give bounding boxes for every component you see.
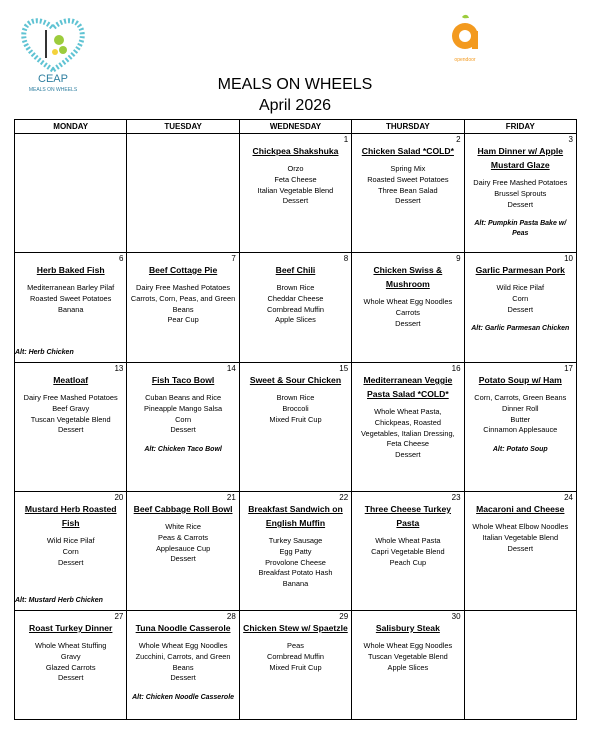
opendoor-text: opendoor (454, 57, 476, 63)
side-item: Wild Rice Pilaf (46, 536, 95, 545)
day-number: 9 (456, 254, 461, 263)
side-items (468, 393, 573, 436)
side-items (243, 283, 348, 326)
side-item: Peas (287, 641, 304, 650)
side-item: Carrots (395, 307, 420, 317)
entree-title: Herb Baked Fish (36, 265, 105, 275)
weekday-header: THURSDAY (352, 120, 464, 134)
week-row (15, 363, 577, 492)
side-item: Dessert (507, 304, 534, 314)
day-cell (239, 492, 351, 611)
side-items (130, 393, 235, 436)
day-number: 2 (456, 135, 461, 144)
alternate-meal: Alt: Chicken Taco Bowl (144, 446, 222, 454)
entree-title: Garlic Parmesan Pork (475, 265, 565, 275)
entree-title: Mustard Herb Roasted Fish (24, 504, 117, 528)
side-items (130, 283, 235, 326)
side-item: Tuscan Vegetable Blend (367, 651, 448, 661)
entree-title: Beef Chili (275, 265, 316, 275)
day-number: 8 (343, 254, 349, 263)
day-number: 28 (226, 612, 236, 621)
day-number: 27 (114, 612, 124, 621)
side-item: Cornbread Muffin (266, 651, 324, 661)
side-item: Cheddar Cheese (267, 293, 324, 303)
entree-title: Mediterranean Veggie Pasta Salad *COLD* (363, 375, 453, 399)
side-item: Dessert (170, 425, 196, 435)
day-menu (240, 363, 351, 425)
day-menu (465, 253, 576, 334)
day-menu (465, 611, 576, 621)
side-items (18, 393, 123, 436)
weekday-header: WEDNESDAY (239, 120, 351, 134)
side-item: Apple Slices (387, 662, 429, 672)
day-cell (239, 253, 351, 363)
side-items (18, 536, 123, 568)
side-item: Dessert (507, 543, 534, 553)
side-item: Dairy Free Mashed Potatoes (23, 393, 118, 402)
side-item: Brown Rice (276, 283, 315, 292)
day-menu (465, 492, 576, 554)
side-items (18, 283, 123, 315)
side-item: Capri Vegetable Blend (371, 546, 445, 556)
day-cell (15, 253, 127, 363)
alternate-meal: Alt: Mustard Herb Chicken (15, 597, 103, 604)
side-item: Feta Cheese (274, 174, 317, 184)
alternate-meal: Alt: Garlic Parmesan Chicken (471, 325, 570, 333)
side-items (130, 641, 235, 684)
day-menu (465, 134, 576, 239)
logo-text: CEAP (38, 73, 68, 85)
day-number: 10 (564, 254, 573, 263)
orange-door-icon (452, 15, 478, 49)
entree-title: Chickpea Shakshuka (252, 146, 339, 156)
day-number: 15 (339, 364, 349, 373)
day-number: 29 (339, 612, 349, 621)
side-item: Beef Gravy (52, 403, 90, 413)
side-item: Egg Patty (279, 546, 312, 556)
day-number: 6 (118, 254, 124, 263)
side-item: Dinner Roll (502, 403, 539, 413)
side-item: Whole Wheat Pasta, Chickpeas, Roasted Vegetables, Italian Dressing, Feta Cheese (361, 407, 455, 449)
entree-title: Ham Dinner w/ Apple Mustard Glaze (477, 146, 564, 170)
day-menu (240, 134, 351, 207)
entree-title: Meatloaf (53, 375, 89, 385)
day-menu (352, 253, 463, 329)
day-menu (15, 611, 126, 684)
side-items (243, 536, 348, 590)
day-cell (352, 134, 464, 253)
entree-title: Breakfast Sandwich on English Muffin (248, 504, 343, 528)
side-item: Dessert (395, 196, 421, 206)
page-subtitle: April 2026 (258, 97, 332, 114)
side-item: Provolone Cheese (265, 557, 326, 567)
day-cell (15, 611, 127, 720)
side-item: Gravy (60, 651, 81, 661)
entree-title: Roast Turkey Dinner (28, 623, 113, 633)
side-item: Whole Wheat Egg Noodles (138, 641, 228, 650)
day-number: 17 (564, 364, 573, 373)
side-item: Turkey Sausage (268, 536, 323, 545)
side-item: Corn (512, 293, 529, 303)
side-item: Butter (510, 414, 531, 424)
day-menu (127, 492, 238, 565)
side-item: Roasted Sweet Potatoes (30, 293, 112, 303)
weekday-header-row (15, 120, 577, 134)
entree-title: Beef Cabbage Roll Bowl (133, 504, 233, 514)
side-item: Italian Vegetable Blend (257, 185, 334, 195)
side-item: Brussel Sprouts (494, 188, 547, 198)
day-number: 21 (226, 493, 236, 502)
entree-title: Sweet & Sour Chicken (249, 375, 342, 385)
side-item: Pear Cup (167, 315, 199, 325)
day-cell (15, 363, 127, 492)
day-menu (240, 253, 351, 326)
alternate-meal: Alt: Pumpkin Pasta Bake w/ Peas (474, 220, 567, 238)
side-item: White Rice (165, 522, 201, 531)
entree-title: Tuna Noodle Casserole (135, 623, 231, 633)
menu-calendar (14, 119, 577, 720)
alternate-meal: Alt: Potato Soup (492, 446, 548, 454)
side-item: Dairy Free Mashed Potatoes (136, 283, 231, 292)
day-number: 22 (339, 493, 349, 502)
day-cell (127, 611, 239, 720)
alternate-meal: Alt: Herb Chicken (15, 349, 74, 356)
day-menu (240, 611, 351, 673)
side-item: Banana (57, 304, 84, 314)
side-items (355, 641, 460, 673)
week-row (15, 611, 577, 720)
day-menu (127, 363, 238, 455)
day-number: 30 (451, 612, 461, 621)
day-number: 14 (226, 364, 236, 373)
side-item: Peach Cup (389, 557, 427, 567)
day-cell (15, 134, 127, 253)
logo-caption: MEALS ON WHEELS (28, 87, 78, 93)
side-items (468, 178, 573, 210)
entree-title: Chicken Stew w/ Spaetzle (243, 623, 348, 633)
day-cell (352, 363, 464, 492)
day-number: 24 (564, 493, 573, 502)
day-number: 20 (114, 493, 124, 502)
side-items (243, 393, 348, 425)
side-item: Wild Rice Pilaf (496, 283, 545, 292)
day-cell (127, 492, 239, 611)
side-item: Applesauce Cup (155, 543, 211, 553)
week-row (15, 492, 577, 611)
side-item: Dessert (57, 425, 84, 435)
side-item: Breakfast Potato Hash (258, 568, 333, 578)
side-item: Dessert (170, 554, 196, 564)
day-cell (239, 134, 351, 253)
side-item: Dessert (507, 199, 534, 209)
side-items (130, 522, 235, 565)
side-item: Whole Wheat Elbow Noodles (472, 522, 569, 531)
day-number: 16 (451, 364, 461, 373)
day-cell (464, 134, 576, 253)
day-menu (352, 363, 463, 461)
weekday-header: TUESDAY (127, 120, 239, 134)
side-items (355, 164, 460, 207)
side-item: Mixed Fruit Cup (269, 414, 322, 424)
day-number: 23 (451, 493, 461, 502)
side-item: Orzo (287, 164, 304, 173)
side-item: Apple Slices (275, 315, 316, 325)
day-menu (15, 134, 126, 144)
week-row (15, 253, 577, 363)
side-item: Corn, Carrots, Green Beans (474, 393, 567, 402)
entree-title: Potato Soup w/ Ham (478, 375, 562, 385)
side-item: Whole Wheat Egg Noodles (363, 641, 453, 650)
side-item: Peas & Carrots (158, 532, 209, 542)
day-menu (240, 492, 351, 590)
day-menu (127, 134, 238, 144)
side-item: Carrots, Corn, Peas, and Green Beans (130, 293, 236, 314)
day-cell (127, 253, 239, 363)
side-item: Tuscan Vegetable Blend (30, 414, 111, 424)
day-cell (352, 492, 464, 611)
page-title: MEALS ON WHEELS (217, 76, 373, 93)
weekday-header: MONDAY (15, 120, 127, 134)
day-cell (239, 611, 351, 720)
side-item: Dessert (395, 450, 421, 460)
day-menu (352, 611, 463, 673)
side-item: Corn (62, 546, 79, 556)
side-item: Italian Vegetable Blend (482, 532, 559, 542)
day-number: 7 (231, 254, 236, 263)
heart-wreath-icon (24, 21, 83, 70)
side-items (355, 297, 460, 329)
day-cell (352, 611, 464, 720)
day-cell (464, 363, 576, 492)
side-item: Mixed Fruit Cup (269, 662, 322, 672)
side-item: Whole Wheat Stuffing (35, 641, 107, 650)
day-cell (15, 492, 127, 611)
side-item: Dessert (57, 557, 84, 567)
day-cell (127, 363, 239, 492)
side-items (468, 522, 573, 554)
day-menu (15, 363, 126, 436)
side-item: Glazed Carrots (45, 662, 96, 672)
day-cell (239, 363, 351, 492)
side-items (355, 536, 460, 568)
side-item: Cuban Beans and Rice (145, 393, 222, 402)
day-menu (465, 363, 576, 455)
opendoor-logo (446, 14, 484, 64)
side-item: Dairy Free Mashed Potatoes (473, 178, 568, 187)
side-item: Cinnamon Applesauce (483, 425, 558, 435)
day-number: 3 (568, 135, 573, 144)
week-row (15, 134, 577, 253)
entree-title: Macaroni and Cheese (476, 504, 565, 514)
entree-title: Chicken Salad *COLD* (361, 146, 454, 156)
side-item: Brown Rice (276, 393, 315, 402)
side-item: Whole Wheat Pasta (375, 536, 441, 545)
side-items (243, 641, 348, 673)
side-item: Pineapple Mango Salsa (144, 403, 223, 413)
day-menu (15, 492, 126, 568)
day-cell (127, 134, 239, 253)
side-item: Banana (282, 579, 309, 589)
alternate-meal: Alt: Chicken Noodle Casserole (132, 694, 235, 702)
side-item: Broccoli (282, 403, 309, 413)
side-items (355, 407, 460, 461)
side-item: Dessert (57, 673, 84, 683)
entree-title: Three Cheese Turkey Pasta (364, 504, 452, 528)
day-menu (127, 253, 238, 326)
side-item: Roasted Sweet Potatoes (367, 174, 449, 184)
side-item: Dessert (170, 673, 196, 683)
day-cell (464, 492, 576, 611)
side-item: Spring Mix (390, 164, 426, 173)
entree-title: Fish Taco Bowl (151, 375, 215, 385)
day-menu (352, 492, 463, 568)
entree-title: Beef Cottage Pie (148, 265, 218, 275)
side-items (468, 283, 573, 315)
side-item: Dessert (282, 196, 309, 206)
day-menu (127, 611, 238, 703)
entree-title: Chicken Swiss & Mushroom (373, 265, 443, 289)
side-items (18, 641, 123, 684)
side-item: Dessert (395, 318, 421, 328)
weekday-header: FRIDAY (464, 120, 576, 134)
side-items (243, 164, 348, 207)
day-number: 13 (114, 364, 124, 373)
side-item: Zucchini, Carrots, and Green Beans (135, 651, 231, 672)
day-cell (352, 253, 464, 363)
side-item: Three Bean Salad (378, 185, 438, 195)
day-number: 1 (343, 135, 349, 144)
entree-title: Salisbury Steak (375, 623, 440, 633)
day-menu (352, 134, 463, 207)
side-item: Whole Wheat Egg Noodles (363, 297, 453, 306)
side-item: Mediterranean Barley Pilaf (27, 283, 115, 292)
day-menu (15, 253, 126, 315)
side-item: Cornbread Muffin (266, 304, 324, 314)
day-cell (464, 611, 576, 720)
day-cell (464, 253, 576, 363)
side-item: Corn (175, 414, 192, 424)
